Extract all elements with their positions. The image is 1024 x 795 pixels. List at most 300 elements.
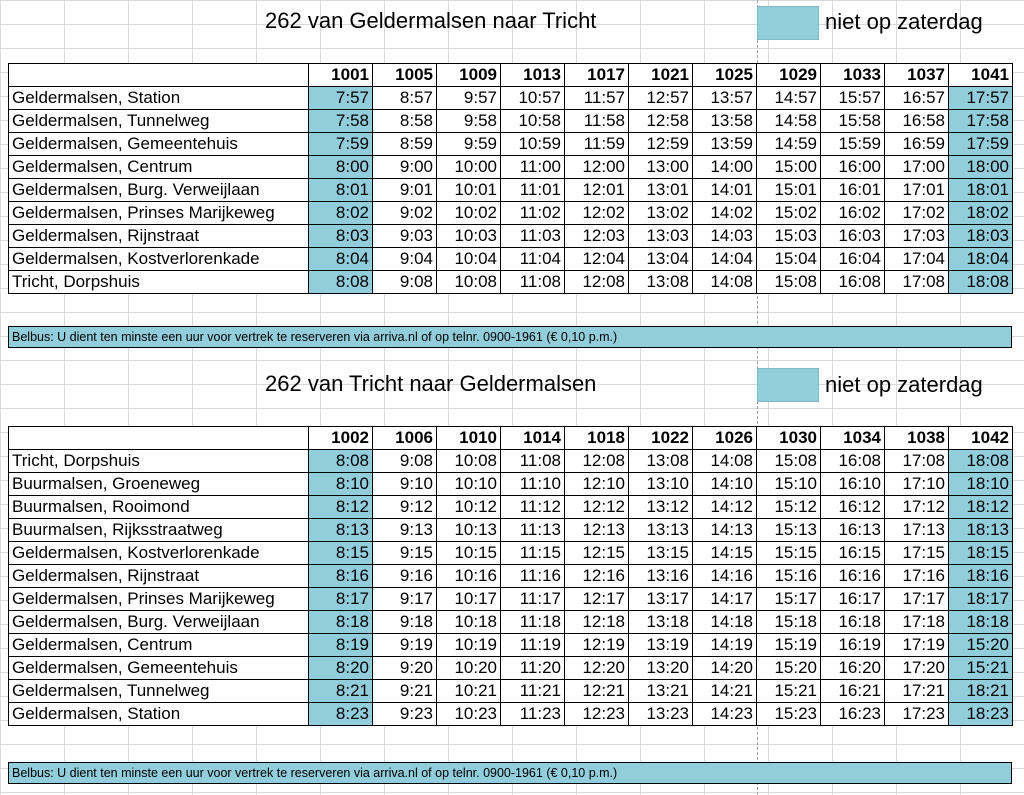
departure-time: 18:13 [949,519,1013,542]
departure-time: 8:03 [309,225,373,248]
timetable-2 [8,426,1013,726]
table-row [9,634,1013,657]
departure-time: 18:02 [949,202,1013,225]
table-row [9,87,1013,110]
departure-time: 12:12 [565,496,629,519]
departure-time: 13:10 [629,473,693,496]
departure-time: 15:58 [821,110,885,133]
trip-number: 1002 [309,427,373,450]
stop-name: Geldermalsen, Burg. Verweijlaan [9,611,309,634]
departure-time: 11:23 [501,703,565,726]
trip-number: 1017 [565,64,629,87]
departure-time: 13:20 [629,657,693,680]
departure-time: 9:57 [437,87,501,110]
departure-time: 10:15 [437,542,501,565]
departure-time: 14:03 [693,225,757,248]
departure-time: 9:03 [373,225,437,248]
stop-name: Buurmalsen, Rijksstraatweg [9,519,309,542]
stop-name: Geldermalsen, Centrum [9,634,309,657]
departure-time: 11:17 [501,588,565,611]
departure-time: 14:10 [693,473,757,496]
departure-time: 7:57 [309,87,373,110]
departure-time: 15:23 [757,703,821,726]
departure-time: 15:18 [757,611,821,634]
table-row [9,248,1013,271]
departure-time: 18:01 [949,179,1013,202]
departure-time: 11:08 [501,271,565,294]
departure-time: 10:18 [437,611,501,634]
departure-time: 16:18 [821,611,885,634]
stop-name: Buurmalsen, Groeneweg [9,473,309,496]
departure-time: 13:04 [629,248,693,271]
departure-time: 8:15 [309,542,373,565]
legend-label-1: niet op zaterdag [825,9,983,34]
departure-time: 16:08 [821,271,885,294]
departure-time: 8:08 [309,450,373,473]
departure-time: 11:02 [501,202,565,225]
header-row [9,64,1013,87]
departure-time: 12:20 [565,657,629,680]
departure-time: 11:15 [501,542,565,565]
departure-time: 9:58 [437,110,501,133]
departure-time: 17:03 [885,225,949,248]
trip-number: 1022 [629,427,693,450]
departure-time: 13:02 [629,202,693,225]
timetable-1 [8,63,1013,294]
departure-time: 16:20 [821,657,885,680]
departure-time: 12:16 [565,565,629,588]
departure-time: 11:20 [501,657,565,680]
departure-time: 11:58 [565,110,629,133]
departure-time: 13:15 [629,542,693,565]
departure-time: 15:20 [757,657,821,680]
departure-time: 18:03 [949,225,1013,248]
departure-time: 18:15 [949,542,1013,565]
departure-time: 11:03 [501,225,565,248]
departure-time: 12:18 [565,611,629,634]
departure-time: 9:08 [373,450,437,473]
trip-number: 1009 [437,64,501,87]
departure-time: 17:10 [885,473,949,496]
departure-time: 15:00 [757,156,821,179]
stop-name: Geldermalsen, Tunnelweg [9,110,309,133]
trip-number: 1026 [693,427,757,450]
departure-time: 13:57 [693,87,757,110]
table-row [9,611,1013,634]
table-row [9,450,1013,473]
departure-time: 18:10 [949,473,1013,496]
departure-time: 15:12 [757,496,821,519]
departure-time: 15:57 [821,87,885,110]
departure-time: 15:15 [757,542,821,565]
stop-name: Buurmalsen, Rooimond [9,496,309,519]
trip-number: 1038 [885,427,949,450]
departure-time: 14:16 [693,565,757,588]
departure-time: 12:59 [629,133,693,156]
departure-time: 10:04 [437,248,501,271]
table-row [9,179,1013,202]
departure-time: 13:16 [629,565,693,588]
departure-time: 17:19 [885,634,949,657]
departure-time: 9:16 [373,565,437,588]
departure-time: 9:01 [373,179,437,202]
departure-time: 17:57 [949,87,1013,110]
trip-number: 1001 [309,64,373,87]
stop-name: Geldermalsen, Prinses Marijkeweg [9,588,309,611]
departure-time: 17:16 [885,565,949,588]
table-row [9,271,1013,294]
departure-time: 15:03 [757,225,821,248]
route-number: 262 [265,371,302,396]
departure-time: 11:19 [501,634,565,657]
departure-time: 17:20 [885,657,949,680]
departure-time: 16:15 [821,542,885,565]
departure-time: 13:00 [629,156,693,179]
departure-time: 15:13 [757,519,821,542]
departure-time: 12:02 [565,202,629,225]
departure-time: 14:08 [693,271,757,294]
departure-time: 13:12 [629,496,693,519]
stop-name: Geldermalsen, Burg. Verweijlaan [9,179,309,202]
departure-time: 9:12 [373,496,437,519]
departure-time: 18:23 [949,703,1013,726]
departure-time: 9:19 [373,634,437,657]
departure-time: 9:18 [373,611,437,634]
departure-time: 17:04 [885,248,949,271]
departure-time: 12:19 [565,634,629,657]
departure-time: 17:08 [885,271,949,294]
departure-time: 15:04 [757,248,821,271]
departure-time: 11:18 [501,611,565,634]
departure-time: 8:17 [309,588,373,611]
departure-time: 10:08 [437,450,501,473]
departure-time: 13:08 [629,450,693,473]
departure-time: 10:08 [437,271,501,294]
legend-label-2: niet op zaterdag [825,372,983,397]
departure-time: 17:01 [885,179,949,202]
departure-time: 13:58 [693,110,757,133]
departure-time: 10:19 [437,634,501,657]
departure-time: 10:57 [501,87,565,110]
departure-time: 9:17 [373,588,437,611]
departure-time: 11:13 [501,519,565,542]
departure-time: 9:13 [373,519,437,542]
departure-time: 15:08 [757,271,821,294]
trip-number: 1042 [949,427,1013,450]
departure-time: 10:00 [437,156,501,179]
departure-time: 14:23 [693,703,757,726]
departure-time: 8:01 [309,179,373,202]
departure-time: 18:00 [949,156,1013,179]
departure-time: 14:02 [693,202,757,225]
departure-time: 18:04 [949,248,1013,271]
header-row [9,427,1013,450]
departure-time: 15:02 [757,202,821,225]
stop-name: Geldermalsen, Kostverlorenkade [9,248,309,271]
trip-number: 1005 [373,64,437,87]
departure-time: 18:17 [949,588,1013,611]
departure-time: 8:58 [373,110,437,133]
stop-name: Geldermalsen, Gemeentehuis [9,657,309,680]
trip-number: 1030 [757,427,821,450]
departure-time: 8:02 [309,202,373,225]
trip-number: 1006 [373,427,437,450]
departure-time: 9:08 [373,271,437,294]
departure-time: 14:08 [693,450,757,473]
belbus-note-2: Belbus: U dient ten minste een uur voor vertrek te reserveren via arriva.nl of op telnr. 0900-1961 (€ 0,10 p.m.) [8,762,1012,784]
departure-time: 13:21 [629,680,693,703]
stop-name: Geldermalsen, Rijnstraat [9,225,309,248]
departure-time: 12:17 [565,588,629,611]
belbus-note-1: Belbus: U dient ten minste een uur voor vertrek te reserveren via arriva.nl of op telnr. 0900-1961 (€ 0,10 p.m.) [8,326,1012,348]
table-row [9,680,1013,703]
departure-time: 11:21 [501,680,565,703]
departure-time: 10:02 [437,202,501,225]
table-row [9,473,1013,496]
table-row [9,225,1013,248]
departure-time: 17:08 [885,450,949,473]
header-stop-cell [9,64,309,87]
departure-time: 10:17 [437,588,501,611]
departure-time: 15:10 [757,473,821,496]
departure-time: 15:20 [949,634,1013,657]
departure-time: 12:04 [565,248,629,271]
departure-time: 17:59 [949,133,1013,156]
departure-time: 16:01 [821,179,885,202]
trip-number: 1029 [757,64,821,87]
departure-time: 10:21 [437,680,501,703]
departure-time: 14:58 [757,110,821,133]
departure-time: 14:19 [693,634,757,657]
departure-time: 16:04 [821,248,885,271]
departure-time: 16:00 [821,156,885,179]
stop-name: Tricht, Dorpshuis [9,271,309,294]
trip-number: 1041 [949,64,1013,87]
departure-time: 12:13 [565,519,629,542]
departure-time: 17:58 [949,110,1013,133]
departure-time: 16:08 [821,450,885,473]
departure-time: 10:03 [437,225,501,248]
stop-name: Geldermalsen, Rijnstraat [9,565,309,588]
departure-time: 13:18 [629,611,693,634]
departure-time: 9:20 [373,657,437,680]
departure-time: 18:12 [949,496,1013,519]
table-row [9,133,1013,156]
departure-time: 12:10 [565,473,629,496]
timetable-title-1 [265,8,596,34]
route-number: 262 [265,8,302,33]
departure-time: 12:23 [565,703,629,726]
stop-name: Tricht, Dorpshuis [9,450,309,473]
departure-time: 17:21 [885,680,949,703]
departure-time: 14:57 [757,87,821,110]
trip-number: 1013 [501,64,565,87]
departure-time: 11:12 [501,496,565,519]
route-direction: van Geldermalsen naar Tricht [307,8,597,33]
departure-time: 13:19 [629,634,693,657]
departure-time: 12:15 [565,542,629,565]
departure-time: 16:23 [821,703,885,726]
departure-time: 17:17 [885,588,949,611]
trip-number: 1014 [501,427,565,450]
departure-time: 10:13 [437,519,501,542]
departure-time: 8:57 [373,87,437,110]
stop-name: Geldermalsen, Tunnelweg [9,680,309,703]
departure-time: 13:03 [629,225,693,248]
departure-time: 16:03 [821,225,885,248]
departure-time: 13:08 [629,271,693,294]
departure-time: 10:12 [437,496,501,519]
departure-time: 13:13 [629,519,693,542]
departure-time: 15:21 [949,657,1013,680]
table-row [9,542,1013,565]
departure-time: 14:18 [693,611,757,634]
departure-time: 7:59 [309,133,373,156]
stop-name: Geldermalsen, Centrum [9,156,309,179]
departure-time: 18:18 [949,611,1013,634]
departure-time: 16:59 [885,133,949,156]
departure-time: 11:57 [565,87,629,110]
departure-time: 16:12 [821,496,885,519]
departure-time: 12:57 [629,87,693,110]
legend-swatch-1 [757,6,819,40]
departure-time: 14:12 [693,496,757,519]
trip-number: 1034 [821,427,885,450]
trip-number: 1021 [629,64,693,87]
departure-time: 16:02 [821,202,885,225]
departure-time: 18:08 [949,271,1013,294]
departure-time: 14:15 [693,542,757,565]
departure-time: 9:04 [373,248,437,271]
table-row [9,496,1013,519]
departure-time: 9:10 [373,473,437,496]
departure-time: 15:59 [821,133,885,156]
departure-time: 15:01 [757,179,821,202]
table-row [9,519,1013,542]
departure-time: 9:21 [373,680,437,703]
stop-name: Geldermalsen, Prinses Marijkeweg [9,202,309,225]
departure-time: 17:02 [885,202,949,225]
table-row [9,703,1013,726]
departure-time: 10:10 [437,473,501,496]
departure-time: 10:01 [437,179,501,202]
departure-time: 17:15 [885,542,949,565]
legend-swatch-2 [757,368,819,402]
departure-time: 12:08 [565,450,629,473]
departure-time: 16:10 [821,473,885,496]
departure-time: 10:58 [501,110,565,133]
departure-time: 12:03 [565,225,629,248]
departure-time: 16:57 [885,87,949,110]
departure-time: 8:10 [309,473,373,496]
departure-time: 8:21 [309,680,373,703]
table-row [9,202,1013,225]
departure-time: 8:23 [309,703,373,726]
departure-time: 11:00 [501,156,565,179]
departure-time: 8:18 [309,611,373,634]
table-row [9,110,1013,133]
departure-time: 11:01 [501,179,565,202]
departure-time: 16:13 [821,519,885,542]
departure-time: 8:00 [309,156,373,179]
departure-time: 13:23 [629,703,693,726]
departure-time: 10:59 [501,133,565,156]
departure-time: 14:17 [693,588,757,611]
departure-time: 11:08 [501,450,565,473]
departure-time: 11:10 [501,473,565,496]
departure-time: 16:17 [821,588,885,611]
departure-time: 16:16 [821,565,885,588]
trip-number: 1033 [821,64,885,87]
table-row [9,156,1013,179]
departure-time: 14:00 [693,156,757,179]
timetable-title-2 [265,371,596,397]
departure-time: 8:12 [309,496,373,519]
table-row [9,657,1013,680]
departure-time: 8:19 [309,634,373,657]
departure-time: 14:20 [693,657,757,680]
departure-time: 16:19 [821,634,885,657]
departure-time: 10:20 [437,657,501,680]
departure-time: 8:13 [309,519,373,542]
stop-name: Geldermalsen, Kostverlorenkade [9,542,309,565]
departure-time: 17:12 [885,496,949,519]
departure-time: 17:18 [885,611,949,634]
departure-time: 15:17 [757,588,821,611]
trip-number: 1018 [565,427,629,450]
departure-time: 17:23 [885,703,949,726]
departure-time: 10:16 [437,565,501,588]
stop-name: Geldermalsen, Gemeentehuis [9,133,309,156]
header-stop-cell [9,427,309,450]
departure-time: 12:08 [565,271,629,294]
departure-time: 9:15 [373,542,437,565]
route-direction: van Tricht naar Geldermalsen [307,371,597,396]
departure-time: 7:58 [309,110,373,133]
departure-time: 12:21 [565,680,629,703]
departure-time: 12:00 [565,156,629,179]
departure-time: 10:23 [437,703,501,726]
departure-time: 11:04 [501,248,565,271]
departure-time: 14:04 [693,248,757,271]
departure-time: 8:08 [309,271,373,294]
departure-time: 13:17 [629,588,693,611]
table-row [9,565,1013,588]
departure-time: 15:19 [757,634,821,657]
departure-time: 16:21 [821,680,885,703]
departure-time: 18:08 [949,450,1013,473]
departure-time: 18:16 [949,565,1013,588]
departure-time: 15:16 [757,565,821,588]
departure-time: 9:59 [437,133,501,156]
stop-name: Geldermalsen, Station [9,87,309,110]
departure-time: 18:21 [949,680,1013,703]
departure-time: 14:59 [757,133,821,156]
departure-time: 13:01 [629,179,693,202]
departure-time: 8:20 [309,657,373,680]
trip-number: 1037 [885,64,949,87]
departure-time: 8:16 [309,565,373,588]
departure-time: 8:04 [309,248,373,271]
departure-time: 11:16 [501,565,565,588]
departure-time: 9:02 [373,202,437,225]
departure-time: 8:59 [373,133,437,156]
departure-time: 12:01 [565,179,629,202]
departure-time: 14:13 [693,519,757,542]
departure-time: 12:58 [629,110,693,133]
trip-number: 1025 [693,64,757,87]
departure-time: 13:59 [693,133,757,156]
